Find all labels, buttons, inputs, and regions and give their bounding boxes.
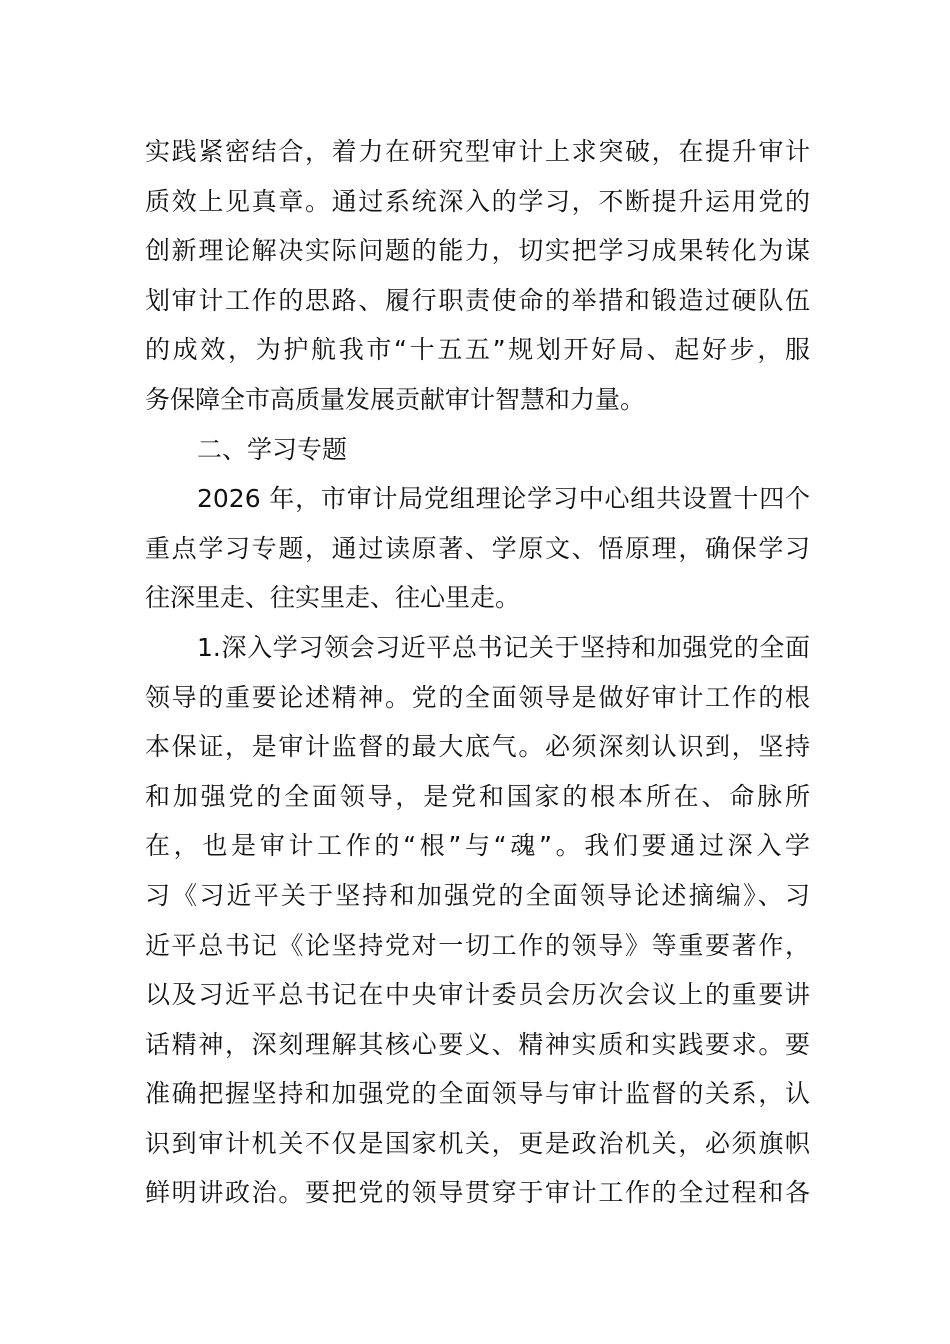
paragraph-line: 往深里走、往实里走、往心里走。: [145, 583, 521, 613]
paragraph-line: 实践紧密结合，着力在研究型审计上求突破，在提升审计: [145, 137, 810, 166]
paragraph-line: 在，也是审计工作的“根”与“魂”。我们要通过深入学: [145, 831, 810, 861]
paragraph-line: 创新理论解决实际问题的能力，切实把学习成果转化为谋: [145, 236, 810, 266]
paragraph-line: 划审计工作的思路、履行职责使命的举措和锻造过硬队伍: [145, 285, 810, 315]
paragraph-line: 近平总书记《论坚持党对一切工作的领导》等重要著作，: [145, 930, 810, 960]
section-heading: 二、学习专题: [197, 434, 348, 464]
paragraph-line: 鲜明讲政治。要把党的领导贯穿于审计工作的全过程和各: [145, 1178, 810, 1208]
paragraph-line: 习《习近平关于坚持和加强党的全面领导论述摘编》、习: [145, 880, 810, 910]
paragraph-line: 重点学习专题，通过读原著、学原文、悟原理，确保学习: [145, 533, 810, 563]
paragraph-line: 以及习近平总书记在中央审计委员会历次会议上的重要讲: [145, 980, 810, 1010]
topic-heading-line: 1.深入学习领会习近平总书记关于坚持和加强党的全面: [197, 632, 810, 662]
paragraph-line: 话精神，深刻理解其核心要义、精神实质和实践要求。要: [145, 1029, 810, 1059]
paragraph-line: 准确把握坚持和加强党的全面领导与审计监督的关系，认: [145, 1079, 810, 1109]
paragraph-line: 2026 年，市审计局党组理论学习中心组共设置十四个: [197, 484, 810, 514]
paragraph-line: 本保证，是审计监督的最大底气。必须深刻认识到，坚持: [145, 732, 810, 762]
paragraph-line: 领导的重要论述精神。党的全面领导是做好审计工作的根: [145, 682, 810, 712]
paragraph-line: 和加强党的全面领导，是党和国家的根本所在、命脉所: [145, 781, 810, 811]
paragraph-line: 质效上见真章。通过系统深入的学习，不断提升运用党的: [145, 186, 810, 216]
paragraph-line: 的成效，为护航我市“十五五”规划开好局、起好步，服: [145, 335, 810, 365]
paragraph-line: 务保障全市高质量发展贡献审计智慧和力量。: [145, 384, 646, 414]
paragraph-line: 识到审计机关不仅是国家机关，更是政治机关，必须旗帜: [145, 1128, 810, 1158]
document-body: [145, 127, 810, 1218]
